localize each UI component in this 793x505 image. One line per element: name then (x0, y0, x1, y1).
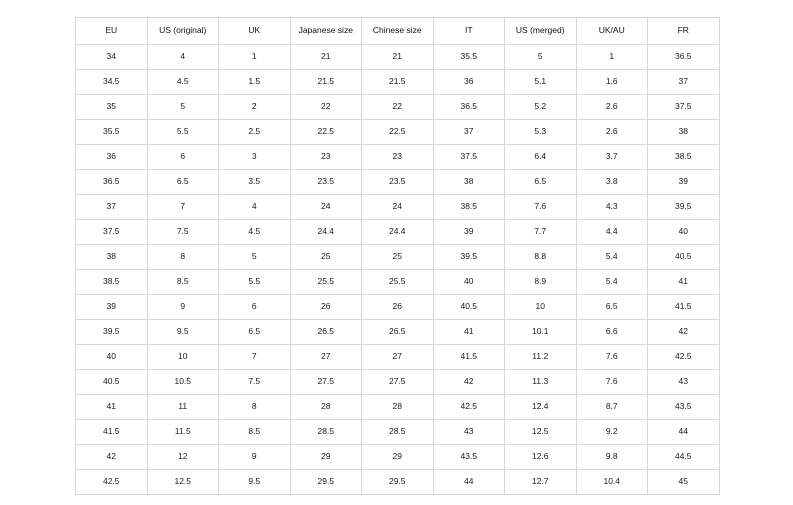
cell-eu: 41 (76, 395, 148, 420)
column-header-us-merged: US (merged) (505, 18, 577, 45)
cell-eu: 42.5 (76, 470, 148, 495)
table-row (76, 395, 720, 420)
cell-chinese-size: 28 (362, 395, 434, 420)
cell-uk: 7.5 (219, 370, 291, 395)
cell-chinese-size: 24.4 (362, 220, 434, 245)
column-header-uk-au: UK/AU (576, 18, 648, 45)
cell-uk: 1.5 (219, 70, 291, 95)
column-header-eu: EU (76, 18, 148, 45)
size-conversion-table-container (75, 17, 719, 495)
cell-chinese-size: 27 (362, 345, 434, 370)
cell-us-merged: 12.7 (505, 470, 577, 495)
cell-eu: 34 (76, 45, 148, 70)
cell-it: 42 (433, 370, 505, 395)
table-row (76, 170, 720, 195)
cell-chinese-size: 27.5 (362, 370, 434, 395)
column-header-us-original: US (original) (147, 18, 219, 45)
cell-uk-au: 9.2 (576, 420, 648, 445)
cell-it: 44 (433, 470, 505, 495)
cell-uk: 3.5 (219, 170, 291, 195)
cell-eu: 39.5 (76, 320, 148, 345)
cell-eu: 37.5 (76, 220, 148, 245)
cell-uk: 6 (219, 295, 291, 320)
cell-japanese-size: 23.5 (290, 170, 362, 195)
cell-fr: 42 (648, 320, 720, 345)
cell-fr: 40 (648, 220, 720, 245)
cell-it: 41 (433, 320, 505, 345)
cell-uk: 9 (219, 445, 291, 470)
cell-uk: 9.5 (219, 470, 291, 495)
cell-us-original: 5 (147, 95, 219, 120)
cell-fr: 38 (648, 120, 720, 145)
cell-us-merged: 5 (505, 45, 577, 70)
cell-japanese-size: 22 (290, 95, 362, 120)
cell-us-merged: 12.5 (505, 420, 577, 445)
cell-japanese-size: 29.5 (290, 470, 362, 495)
size-conversion-table (75, 17, 720, 495)
cell-it: 38 (433, 170, 505, 195)
cell-japanese-size: 29 (290, 445, 362, 470)
cell-japanese-size: 26.5 (290, 320, 362, 345)
cell-us-original: 12.5 (147, 470, 219, 495)
cell-fr: 44.5 (648, 445, 720, 470)
table-row (76, 370, 720, 395)
cell-it: 40.5 (433, 295, 505, 320)
cell-us-merged: 10.1 (505, 320, 577, 345)
table-row (76, 220, 720, 245)
cell-us-original: 6.5 (147, 170, 219, 195)
cell-uk-au: 2.6 (576, 120, 648, 145)
cell-uk: 1 (219, 45, 291, 70)
cell-japanese-size: 26 (290, 295, 362, 320)
cell-uk-au: 7.6 (576, 370, 648, 395)
cell-fr: 36.5 (648, 45, 720, 70)
cell-uk: 6.5 (219, 320, 291, 345)
table-row (76, 95, 720, 120)
cell-us-original: 11.5 (147, 420, 219, 445)
cell-us-merged: 11.2 (505, 345, 577, 370)
cell-us-merged: 5.2 (505, 95, 577, 120)
cell-uk-au: 2.6 (576, 95, 648, 120)
cell-uk-au: 10.4 (576, 470, 648, 495)
table-header (76, 18, 720, 45)
cell-it: 39 (433, 220, 505, 245)
cell-it: 43 (433, 420, 505, 445)
cell-us-merged: 8.9 (505, 270, 577, 295)
cell-japanese-size: 25.5 (290, 270, 362, 295)
cell-chinese-size: 24 (362, 195, 434, 220)
cell-us-original: 10.5 (147, 370, 219, 395)
cell-chinese-size: 25.5 (362, 270, 434, 295)
cell-uk: 4.5 (219, 220, 291, 245)
cell-eu: 34.5 (76, 70, 148, 95)
cell-us-original: 5.5 (147, 120, 219, 145)
table-row (76, 470, 720, 495)
cell-eu: 38 (76, 245, 148, 270)
cell-eu: 39 (76, 295, 148, 320)
cell-fr: 43 (648, 370, 720, 395)
cell-japanese-size: 23 (290, 145, 362, 170)
column-header-it: IT (433, 18, 505, 45)
cell-us-original: 10 (147, 345, 219, 370)
cell-uk-au: 4.3 (576, 195, 648, 220)
table-row (76, 420, 720, 445)
table-row (76, 245, 720, 270)
cell-us-merged: 11.3 (505, 370, 577, 395)
cell-chinese-size: 22 (362, 95, 434, 120)
cell-it: 42.5 (433, 395, 505, 420)
cell-chinese-size: 23 (362, 145, 434, 170)
cell-eu: 35 (76, 95, 148, 120)
cell-it: 40 (433, 270, 505, 295)
cell-uk: 2.5 (219, 120, 291, 145)
cell-it: 43.5 (433, 445, 505, 470)
cell-japanese-size: 28.5 (290, 420, 362, 445)
table-row (76, 45, 720, 70)
cell-eu: 38.5 (76, 270, 148, 295)
column-header-fr: FR (648, 18, 720, 45)
cell-uk-au: 6.6 (576, 320, 648, 345)
cell-us-original: 9.5 (147, 320, 219, 345)
cell-uk-au: 3.8 (576, 170, 648, 195)
cell-fr: 43.5 (648, 395, 720, 420)
cell-fr: 45 (648, 470, 720, 495)
cell-chinese-size: 23.5 (362, 170, 434, 195)
cell-eu: 40.5 (76, 370, 148, 395)
cell-fr: 39 (648, 170, 720, 195)
cell-us-merged: 5.1 (505, 70, 577, 95)
cell-uk-au: 1.6 (576, 70, 648, 95)
cell-it: 35.5 (433, 45, 505, 70)
cell-uk: 2 (219, 95, 291, 120)
cell-chinese-size: 29 (362, 445, 434, 470)
cell-us-original: 4.5 (147, 70, 219, 95)
cell-us-merged: 10 (505, 295, 577, 320)
table-row (76, 320, 720, 345)
cell-uk: 7 (219, 345, 291, 370)
cell-uk: 8.5 (219, 420, 291, 445)
table-body (76, 45, 720, 495)
cell-us-merged: 8.8 (505, 245, 577, 270)
cell-fr: 38.5 (648, 145, 720, 170)
cell-chinese-size: 26 (362, 295, 434, 320)
cell-us-original: 8 (147, 245, 219, 270)
cell-it: 37 (433, 120, 505, 145)
cell-japanese-size: 27 (290, 345, 362, 370)
cell-uk: 8 (219, 395, 291, 420)
cell-japanese-size: 25 (290, 245, 362, 270)
cell-chinese-size: 22.5 (362, 120, 434, 145)
cell-us-original: 4 (147, 45, 219, 70)
table-header-row (76, 18, 720, 45)
cell-uk-au: 5.4 (576, 245, 648, 270)
table-row (76, 70, 720, 95)
cell-uk-au: 1 (576, 45, 648, 70)
cell-uk-au: 5.4 (576, 270, 648, 295)
cell-us-merged: 12.6 (505, 445, 577, 470)
cell-japanese-size: 24 (290, 195, 362, 220)
cell-us-merged: 7.7 (505, 220, 577, 245)
cell-eu: 35.5 (76, 120, 148, 145)
table-row (76, 445, 720, 470)
cell-uk: 4 (219, 195, 291, 220)
cell-us-merged: 6.4 (505, 145, 577, 170)
cell-chinese-size: 21 (362, 45, 434, 70)
cell-fr: 42.5 (648, 345, 720, 370)
cell-it: 38.5 (433, 195, 505, 220)
cell-us-original: 9 (147, 295, 219, 320)
cell-japanese-size: 21 (290, 45, 362, 70)
cell-us-original: 7.5 (147, 220, 219, 245)
cell-us-merged: 6.5 (505, 170, 577, 195)
cell-fr: 44 (648, 420, 720, 445)
cell-it: 37.5 (433, 145, 505, 170)
cell-chinese-size: 21.5 (362, 70, 434, 95)
table-row (76, 120, 720, 145)
cell-japanese-size: 28 (290, 395, 362, 420)
cell-chinese-size: 25 (362, 245, 434, 270)
column-header-japanese-size: Japanese size (290, 18, 362, 45)
cell-us-merged: 5.3 (505, 120, 577, 145)
table-row (76, 345, 720, 370)
table-row (76, 195, 720, 220)
table-row (76, 270, 720, 295)
cell-fr: 37.5 (648, 95, 720, 120)
cell-us-original: 12 (147, 445, 219, 470)
cell-uk: 3 (219, 145, 291, 170)
cell-it: 39.5 (433, 245, 505, 270)
cell-uk: 5 (219, 245, 291, 270)
column-header-chinese-size: Chinese size (362, 18, 434, 45)
cell-uk-au: 3.7 (576, 145, 648, 170)
cell-fr: 37 (648, 70, 720, 95)
cell-us-original: 7 (147, 195, 219, 220)
cell-uk-au: 6.5 (576, 295, 648, 320)
cell-chinese-size: 29.5 (362, 470, 434, 495)
cell-eu: 36 (76, 145, 148, 170)
cell-japanese-size: 21.5 (290, 70, 362, 95)
cell-japanese-size: 22.5 (290, 120, 362, 145)
cell-uk: 5.5 (219, 270, 291, 295)
cell-fr: 40.5 (648, 245, 720, 270)
cell-us-merged: 12.4 (505, 395, 577, 420)
table-row (76, 145, 720, 170)
cell-uk-au: 9.8 (576, 445, 648, 470)
cell-uk-au: 7.6 (576, 345, 648, 370)
cell-eu: 41.5 (76, 420, 148, 445)
cell-fr: 41.5 (648, 295, 720, 320)
cell-japanese-size: 27.5 (290, 370, 362, 395)
cell-chinese-size: 28.5 (362, 420, 434, 445)
cell-fr: 39.5 (648, 195, 720, 220)
cell-eu: 40 (76, 345, 148, 370)
cell-fr: 41 (648, 270, 720, 295)
cell-us-original: 11 (147, 395, 219, 420)
cell-it: 36 (433, 70, 505, 95)
cell-japanese-size: 24.4 (290, 220, 362, 245)
cell-us-original: 6 (147, 145, 219, 170)
column-header-uk: UK (219, 18, 291, 45)
cell-us-original: 8.5 (147, 270, 219, 295)
cell-chinese-size: 26.5 (362, 320, 434, 345)
cell-eu: 36.5 (76, 170, 148, 195)
cell-it: 36.5 (433, 95, 505, 120)
cell-uk-au: 8.7 (576, 395, 648, 420)
cell-us-merged: 7.6 (505, 195, 577, 220)
cell-uk-au: 4.4 (576, 220, 648, 245)
table-row (76, 295, 720, 320)
cell-eu: 42 (76, 445, 148, 470)
cell-it: 41.5 (433, 345, 505, 370)
cell-eu: 37 (76, 195, 148, 220)
